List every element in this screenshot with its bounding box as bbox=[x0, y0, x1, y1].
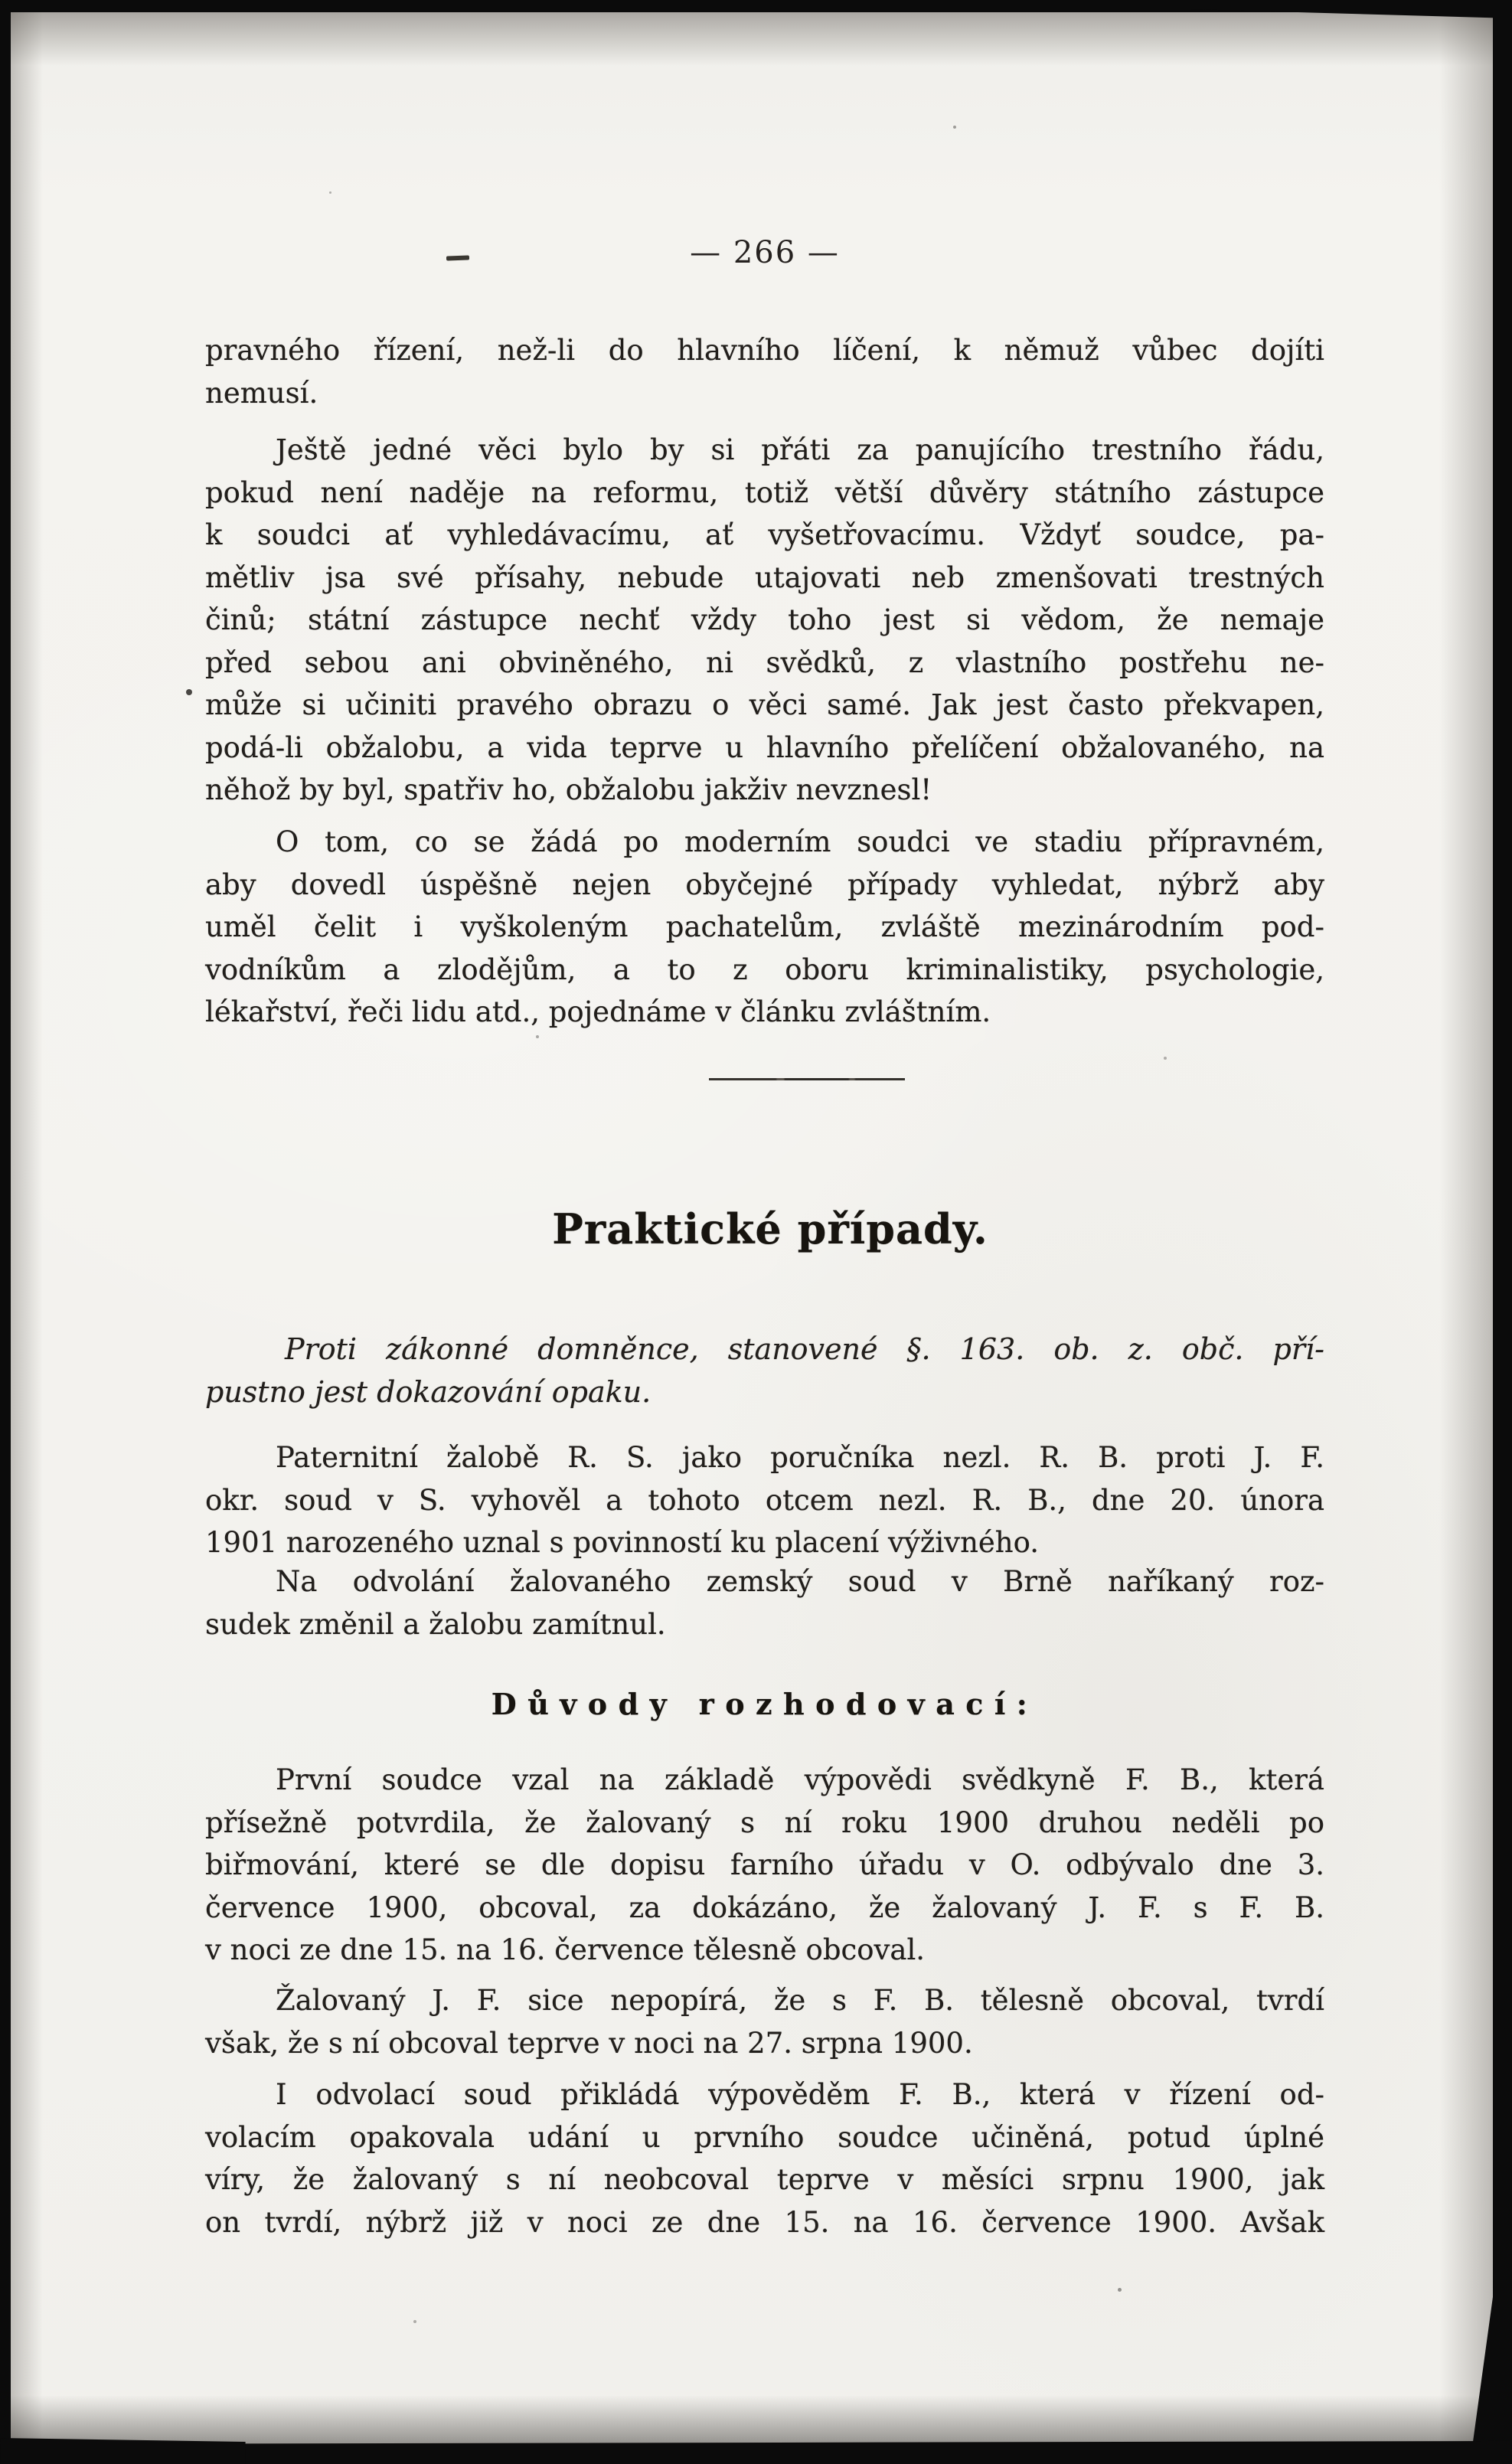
text-line: Paternitní žalobě R. S. jako poručníka nezl. R. B. proti J. F. bbox=[276, 1441, 1324, 1474]
text-line: aby dovedl úspěšně nejen obyčejné případy vyhledat, nýbrž aby bbox=[205, 868, 1324, 901]
paragraph-first-judge bbox=[205, 1759, 1324, 1972]
text-line: O tom, co se žádá po moderním soudci ve stadiu přípravném, bbox=[276, 825, 1324, 858]
paragraph-continuation bbox=[205, 329, 1324, 414]
text-line: I odvolací soud přikládá výpověděm F. B., která v řízení od- bbox=[276, 2078, 1324, 2111]
text-line: Žalovaný J. F. sice nepopírá, že s F. B. tělesně obcoval, tvrdí bbox=[276, 1984, 1324, 2017]
text-line: července 1900, obcoval, za dokázáno, že žalovaný J. F. s F. B. bbox=[205, 1890, 1324, 1924]
text-line: uměl čelit i vyškoleným pachatelům, zvláště mezinárodním pod- bbox=[205, 910, 1324, 943]
paragraph-modern-judge bbox=[205, 821, 1324, 1034]
text-line: nemusí. bbox=[205, 376, 318, 410]
scan-shadow-left bbox=[11, 0, 43, 2464]
text-line: však, že s ní obcoval teprve v noci na 27. srpna 1900. bbox=[205, 2026, 973, 2060]
paragraph-state-attorney bbox=[205, 429, 1324, 812]
text-line: pokud není naděje na reformu, totiž větší důvěry státního zástupce bbox=[205, 475, 1324, 509]
ink-speck bbox=[536, 1035, 539, 1038]
section-heading: Praktické případy. bbox=[552, 1204, 988, 1253]
text-line: Proti zákonné domněnce, stanovené §. 163. ob. z. obč. pří- bbox=[285, 1332, 1324, 1366]
text-line: může si učiniti pravého obrazu o věci samé. Jak jest často překvapen, bbox=[205, 688, 1324, 721]
text-line: před sebou ani obviněného, ni svědků, z vlastního postřehu ne- bbox=[205, 645, 1324, 679]
ink-speck bbox=[1164, 1057, 1167, 1060]
text-line: Na odvolání žalovaného zemský soud v Brně naříkaný roz- bbox=[276, 1565, 1324, 1598]
ink-speck bbox=[186, 689, 192, 695]
ink-speck bbox=[953, 126, 956, 129]
text-line: přísežně potvrdila, že žalovaný s ní roku 1900 druhou neděli po bbox=[205, 1806, 1324, 1839]
case-law-heading bbox=[205, 1328, 1324, 1413]
paragraph-appeal bbox=[205, 1560, 1324, 1645]
text-line: sudek změnil a žalobu zamítnul. bbox=[205, 1607, 666, 1641]
scan-shadow-top bbox=[0, 12, 1512, 66]
scan-shadow-right bbox=[1439, 0, 1493, 2464]
text-line: on tvrdí, nýbrž již v noci ze dne 15. na 16. července 1900. Avšak bbox=[205, 2205, 1324, 2239]
text-line: lékařství, řeči lidu atd., pojednáme v článku zvláštním. bbox=[205, 995, 991, 1028]
text-line: mětliv jsa své přísahy, nebude utajovati neb zmenšovati trestných bbox=[205, 560, 1324, 594]
text-line: něhož by byl, spatřiv ho, obžalobu jakživ nevznesl! bbox=[205, 773, 932, 806]
scan-border-right bbox=[1493, 0, 1512, 2464]
ink-speck bbox=[413, 2320, 416, 2323]
section-divider bbox=[709, 1078, 905, 1080]
text-line: k soudci ať vyhledávacímu, ať vyšetřovacímu. Vždyť soudce, pa- bbox=[205, 518, 1324, 551]
text-line: První soudce vzal na základě výpovědi svědkyně F. B., která bbox=[276, 1763, 1324, 1796]
scan-border-left bbox=[0, 0, 11, 2464]
scan-border-bottom-bump bbox=[0, 2438, 246, 2464]
text-line: činů; státní zástupce nechť vždy toho jest si vědom, že nemaje bbox=[205, 603, 1324, 636]
text-line: okr. soud v S. vyhověl a tohoto otcem nezl. R. B., dne 20. února bbox=[205, 1483, 1324, 1517]
page-number: — 266 — bbox=[690, 235, 840, 270]
text-line: víry, že žalovaný s ní neobcoval teprve v měsíci srpnu 1900, jak bbox=[205, 2163, 1324, 2196]
reasons-heading: Důvody rozhodovací: bbox=[491, 1687, 1039, 1721]
paragraph-paternity-suit bbox=[205, 1436, 1324, 1564]
text-line: v noci ze dne 15. na 16. července tělesně obcoval. bbox=[205, 1933, 926, 1966]
text-line: volacím opakovala udání u prvního soudce učiněná, potud úplné bbox=[205, 2120, 1324, 2154]
ink-speck bbox=[1118, 2288, 1122, 2292]
text-line: biřmování, které se dle dopisu farního úřadu v O. odbývalo dne 3. bbox=[205, 1848, 1324, 1881]
paragraph-defendant bbox=[205, 1979, 1324, 2064]
text-line: vodníkům a zlodějům, a to z oboru kriminalistiky, psychologie, bbox=[205, 953, 1324, 986]
text-line: Ještě jedné věci bylo by si přáti za panujícího trestního řádu, bbox=[276, 433, 1324, 466]
text-line: pustno jest dokazování opaku. bbox=[205, 1374, 651, 1409]
scan-shadow-bottom bbox=[0, 2395, 1512, 2444]
paragraph-appellate-court bbox=[205, 2073, 1324, 2243]
text-line: pravného řízení, než-li do hlavního líčení, k němuž vůbec dojíti bbox=[205, 334, 1324, 367]
ink-speck bbox=[329, 191, 331, 194]
text-line: 1901 narozeného uznal s povinností ku placení výživného. bbox=[205, 1526, 1040, 1559]
text-line: podá-li obžalobu, a vida teprve u hlavního přelíčení obžalovaného, na bbox=[205, 730, 1324, 764]
